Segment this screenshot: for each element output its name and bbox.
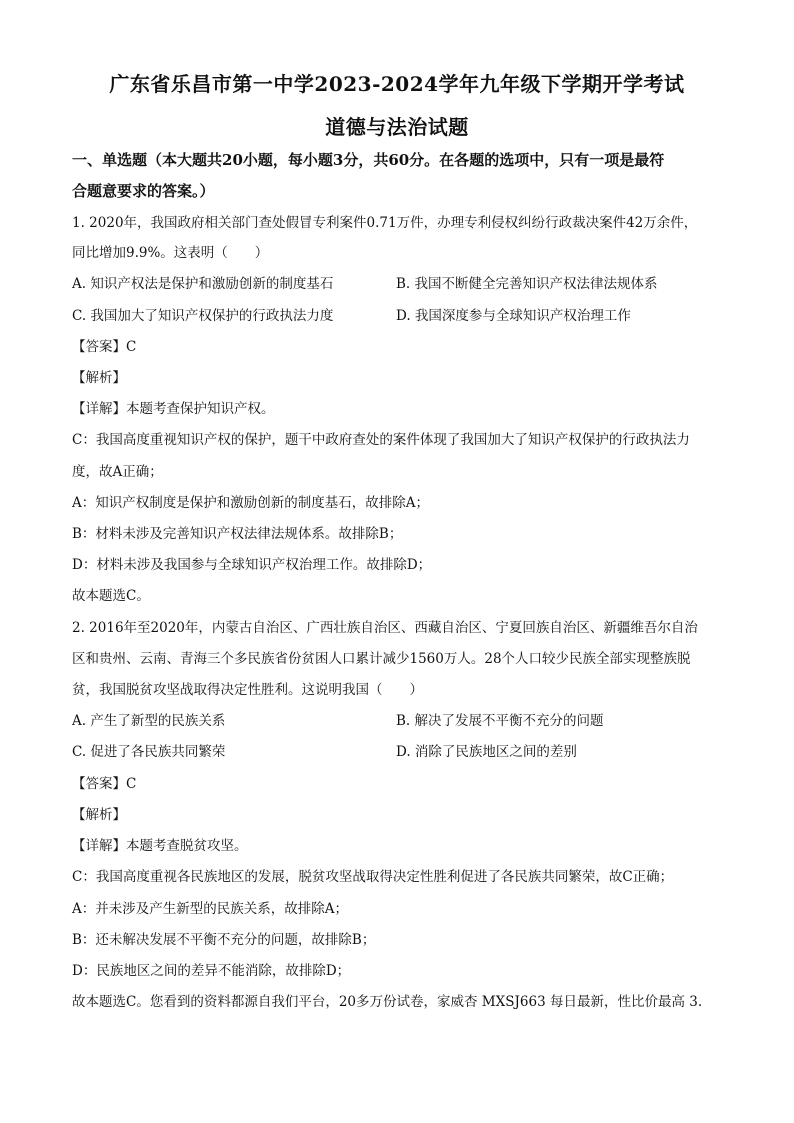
exam-title: 广东省乐昌市第一中学2023-2024学年九年级下学期开学考试 [109,72,685,96]
q2-option-b: B. 解决了发展不平衡不充分的问题 [396,713,604,729]
q2-explain-a: A：并未涉及产生新型的民族关系，故排除A； [72,901,348,917]
q2-option-a: A. 产生了新型的民族关系 [72,713,226,729]
section-heading-line1: 一、单选题（本大题共20小题，每小题3分，共60分。在各题的选项中，只有一项是最符 [72,151,665,169]
q1-conclusion: 故本题选C。 [72,588,150,604]
q2-conclusion: 故本题选C。您看到的资料都源自我们平台，20多万份试卷，家威杏 MXSJ663 每日最新，性比价最高 3. [72,994,703,1010]
q1-explain-c-line2: 度，故A正确； [72,464,163,480]
q2-detail: 【详解】本题考查脱贫攻坚。 [72,838,248,854]
q1-option-b: B. 我国不断健全完善知识产权法律法规体系 [396,276,658,292]
q2-stem-line1: 2. 2016年至2020年，内蒙古自治区、广西壮族自治区、西藏自治区、宁夏回族自治区、新疆维吾尔自治 [72,620,698,636]
q1-option-d: D. 我国深度参与全球知识产权治理工作 [396,308,631,324]
q1-answer: 【答案】C [72,339,137,355]
q1-explain-d: D：材料未涉及我国参与全球知识产权治理工作。故排除D； [72,557,432,573]
q1-option-c: C. 我国加大了知识产权保护的行政执法力度 [72,308,334,324]
q2-explain-c: C：我国高度重视各民族地区的发展，脱贫攻坚战取得决定性胜利促进了各民族共同繁荣，故C正确； [72,869,674,885]
q2-answer: 【答案】C [72,776,137,792]
q1-detail: 【详解】本题考查保护知识产权。 [72,401,275,417]
q1-explain-a: A：知识产权制度是保护和激励创新的制度基石，故排除A； [72,495,429,511]
q2-option-c: C. 促进了各民族共同繁荣 [72,744,226,760]
q1-explain-c-line1: C：我国高度重视知识产权的保护，题干中政府查处的案件体现了我国加大了知识产权保护的行政执法力 [72,432,690,448]
q2-stem-line3: 贫，我国脱贫攻坚战取得决定性胜利。这说明我国（ ） [72,682,423,698]
q1-option-a: A. 知识产权法是保护和激励创新的制度基石 [72,276,334,292]
q2-analysis-label: 【解析】 [72,807,126,823]
q2-explain-b: B：还未解决发展不平衡不充分的问题，故排除B； [72,932,376,948]
exam-subtitle: 道德与法治试题 [325,115,469,139]
q1-stem-line2: 同比增加9.9%。这表明（ ） [72,245,269,261]
q2-option-d: D. 消除了民族地区之间的差别 [396,744,577,760]
q1-analysis-label: 【解析】 [72,370,126,386]
q2-explain-d: D：民族地区之间的差异不能消除，故排除D； [72,963,351,979]
q1-stem-line1: 1. 2020年，我国政府相关部门查处假冒专利案件0.71万件，办理专利侵权纠纷行政裁决案件42万余件， [72,215,698,231]
q1-explain-b: B：材料未涉及完善知识产权法律法规体系。故排除B； [72,526,403,542]
section-heading-line2: 合题意要求的答案。） [72,182,215,200]
q2-stem-line2: 区和贵州、云南、青海三个多民族省份贫困人口累计减少1560万人。28个人口较少民族全部实现整族脱 [72,651,691,667]
